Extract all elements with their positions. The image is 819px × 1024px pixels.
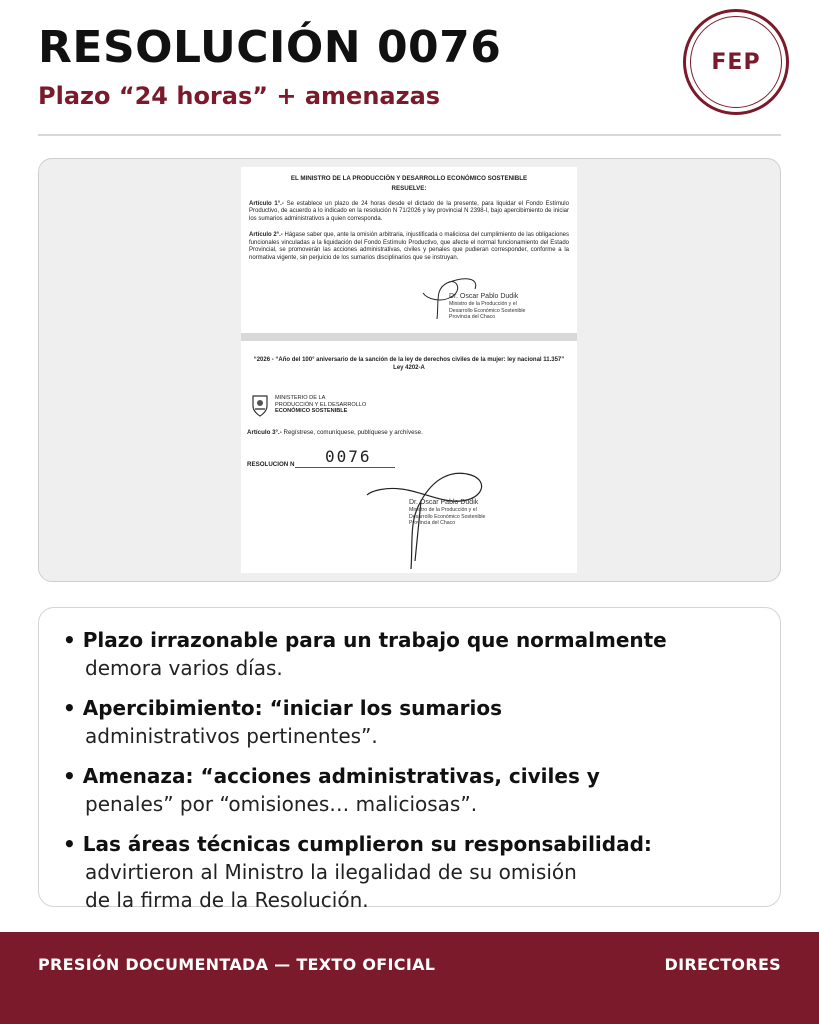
doc-heading-resuelve: RESUELVE:	[391, 184, 427, 192]
page-subtitle: Plazo “24 horas” + amenazas	[38, 82, 441, 110]
bullet-item: • Apercibimiento: “iniciar los sumarios administrativos pertinentes”.	[63, 696, 503, 748]
document-image-card	[38, 158, 781, 582]
bullet-item: • Las áreas técnicas cumplieron su responsabilidad: advirtieron al Ministro la ilegalidad de su omisión de la firma de la Resolución.	[63, 832, 652, 912]
footer-bar	[0, 932, 819, 1024]
signature-block-2: Dr. Oscar Pablo Dudik Ministro de la Producción y el Desarrollo Económico Sostenible Provincia del Chaco	[409, 499, 486, 526]
doc-heading-minister: EL MINISTRO DE LA PRODUCCIÓN Y DESARROLLO ECONÓMICO SOSTENIBLE	[290, 175, 528, 182]
document-page-1	[241, 167, 577, 333]
doc-article-3: Artículo 3°.- Regístrese, comuníquese, publíquese y archívese.	[247, 429, 423, 436]
doc-year-heading: “2026 - “Año del 100° aniversario de la sanción de la ley de derechos civiles de la mujer: ley nacional 11.357” Ley 4202-A	[253, 357, 565, 371]
page-title: RESOLUCIÓN 0076	[38, 22, 502, 73]
bullet-item: • Plazo irrazonable para un trabajo que normalmente demora varios días.	[63, 628, 667, 680]
fep-badge	[683, 9, 789, 115]
footer-caption: PRESIÓN DOCUMENTADA — TEXTO OFICIAL	[38, 955, 436, 974]
signature-block-1: Dr. Oscar Pablo Dudik Ministro de la Producción y el Desarrollo Económico Sostenible Provincia del Chaco	[449, 293, 526, 320]
ministry-logo: MINISTERIO DE LA PRODUCCIÓN Y EL DESARROLLO ECONÓMICO SOSTENIBLE	[251, 393, 366, 417]
key-points-card	[38, 607, 781, 912]
doc-article-1: Artículo 1°.- Se establece un plazo de 24 horas desde el dictado de la presente, para liquidar el Fondo Estímulo Productivo, de acuerdo a lo indicado en la resolución N 71/2026 y ley provincial N 2398-I, bajo apercibimiento de iniciar los sumarios administrativos a quien corresponda.	[249, 200, 569, 223]
bullet-item: • Amenaza: “acciones administrativas, civiles y penales” por “omisiones… maliciosas”.	[63, 764, 600, 816]
resolution-label: RESOLUCION N	[247, 461, 295, 468]
footer-audience: DIRECTORES	[664, 955, 781, 974]
document-page-2	[241, 341, 577, 573]
header-divider	[38, 134, 781, 136]
doc-article-2: Artículo 2°.- Hágase saber que, ante la omisión arbitraria, injustificada o maliciosa del cumplimiento de las obligaciones funcionales vinculadas a la liquidación del Fondo Estímulo Productivo, que afecte el normal funcionamiento del Estado Provincial, se promoverán las acciones administrativas, civiles y penales que pudieran corresponder, conforme a la normativa vigente, sin perjuicio de los sumarios disciplinarios que se instruyan.	[249, 231, 569, 262]
coat-of-arms-icon	[251, 393, 269, 417]
page-separator	[241, 333, 577, 341]
fep-badge-label: FEP	[690, 16, 782, 108]
resolution-number: 0076	[325, 447, 372, 466]
